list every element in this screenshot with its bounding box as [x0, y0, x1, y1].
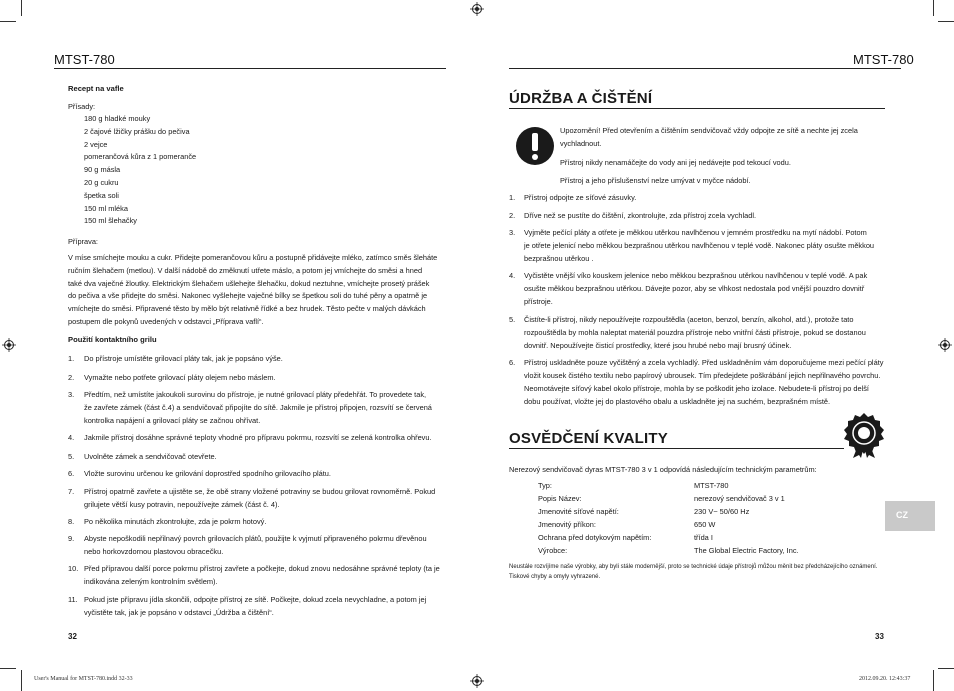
step-line: bezprašnou utěrkou .: [524, 254, 594, 263]
prep-line: také dva vaječné žloutky. Elektrickým šlehačem ušlehejte šlehačku, dokud neztuhne, vmíchejte prosetý prášek: [68, 278, 430, 288]
ingredient-item: špetka soli: [84, 190, 119, 200]
language-tab: [885, 501, 935, 531]
step-line: Přístroj odpojte ze síťové zásuvky.: [524, 193, 637, 202]
spec-key: Výrobce:: [538, 546, 568, 555]
footnote-line: Neustále rozvíjíme naše výrobky, aby byli stále modernější, proto se technické údaje přístrojů můžou měnit bez předcházejícího oznámení.: [509, 564, 878, 570]
step-line: Neomotávejte síťový kabel okolo přístroje, mohla by se poškodit jeho izolace. Nebudete-li přístroj po delší: [524, 384, 869, 393]
step-number: 6.: [68, 469, 75, 478]
section-rule: [509, 448, 844, 449]
prep-label: Příprava:: [68, 237, 98, 246]
spec-value: MTST-780: [694, 481, 729, 490]
ingredient-item: 2 čajové lžičky prášku do pečiva: [84, 126, 190, 136]
spec-row: [538, 494, 799, 507]
step-line: Předtím, než umístíte jakoukoli surovinu do přístroje, je nutné grilovací pláty předehřát. To provedete tak,: [84, 390, 427, 399]
crop-mark: [933, 0, 934, 16]
step-line: je otřete jelenicí nebo měkkou bezprašnou utěrkou navlhčenou v teplé vodě. Nakonec pláty osušte měkkou: [524, 241, 875, 250]
step-number: 1.: [509, 193, 516, 202]
ingredient-item: 20 g cukru: [84, 177, 119, 187]
step-line: Vymažte nebo potřete grilovací pláty olejem nebo máslem.: [84, 373, 276, 382]
step-line: osušte měkkou bezprašnou utěrkou. Dávejte pozor, aby se vlhkost nedostala pod vnější pouzdro dovnitř: [524, 284, 865, 293]
prep-line: V míse smíchejte mouku a cukr. Přidejte pomerančovou kůru a postupně přidávejte mléko, zatímco směs šleháte: [68, 253, 438, 262]
spec-value: The Global Electric Factory, Inc.: [694, 546, 799, 555]
step-line: Vyjměte pečící pláty a otřete je měkkou utěrkou navlhčenou v jemném prostředku na mytí nádobí. Potom: [524, 228, 867, 237]
ingredient-item: 90 g másla: [84, 165, 121, 175]
step-line: Do přístroje umístěte grilovací pláty tak, jak je popsáno výše.: [84, 354, 283, 363]
step-line: přístroje.: [524, 297, 553, 306]
step-number: 4.: [68, 433, 75, 442]
step-line: kontrolka napájení a grilovací pláty se začnou ohřívat.: [84, 416, 261, 425]
header-rule-right: [509, 68, 901, 69]
step-number: 9.: [68, 534, 75, 543]
warning-no-dishwasher: Přístroj a jeho příslušenství nelze umývat v myčce nádobí.: [560, 176, 751, 185]
prep-line: vmíchejte do směsi. Připravené těsto by mělo být relativně řídké a bez hrudek. Těsto pečte v malých dávkách: [68, 304, 426, 314]
page-number-right: 33: [875, 632, 884, 641]
prep-line: do pečiva a vše přidejte do směsi. Nakonec vyšlehejte vaječné bílky se špetkou soli do tuhé pěny a opatrně je: [68, 291, 428, 301]
footnote-line: Tiskové chyby a omyly vyhrazené.: [509, 573, 601, 580]
spec-row: [538, 520, 799, 533]
spec-row: [538, 481, 799, 494]
spec-value: 650 W: [694, 520, 716, 529]
spec-value: nerezový sendvičovač 3 v 1: [694, 494, 785, 503]
quality-seal-icon: [843, 412, 885, 458]
step-number: 6.: [509, 358, 516, 367]
step-number: 3.: [509, 228, 516, 237]
crop-mark: [933, 670, 934, 691]
prep-line: postupem dle pokynů uvedených v odstavci „Příprava vaflí“.: [68, 316, 264, 326]
crop-mark: [0, 21, 16, 22]
crop-mark: [938, 21, 954, 22]
step-line: Jakmile přístroj dosáhne správné teploty vhodné pro přípravu pokrmu, rozsvítí se zelená kontrolka ohřevu.: [84, 433, 432, 442]
step-number: 8.: [68, 517, 75, 526]
prep-line: ručním šlehačem (metlou). V další nádobě do změknutí utřete máslo, a potom jej vmíchejte do směsi a hned: [68, 265, 423, 275]
spec-row: [538, 546, 799, 559]
model-header-left: MTST-780: [54, 52, 115, 67]
section-rule: [509, 108, 885, 109]
step-number: 5.: [509, 315, 516, 324]
spec-table: [538, 481, 799, 559]
recipe-title: Recept na vafle: [68, 84, 124, 93]
section-title-quality: OSVĚDČENÍ KVALITY: [509, 430, 668, 447]
step-number: 11.: [68, 595, 78, 604]
step-line: Přístroj opatrně zavřete a ujistěte se, že obě strany vložené potraviny se budou grilovat rovnoměrně. Pokud: [84, 487, 436, 496]
step-line: Dříve než se pustíte do čištění, zkontrolujte, zda přístroj zcela vychladl.: [524, 211, 757, 220]
spec-row: [538, 507, 799, 520]
step-line: indikována zeleným kontrolním světlem).: [84, 577, 218, 586]
ingredient-item: 2 vejce: [84, 139, 108, 149]
step-number: 2.: [509, 211, 516, 220]
spec-value: 230 V~ 50/60 Hz: [694, 507, 750, 516]
spec-key: Typ:: [538, 481, 552, 490]
registration-mark-icon: [470, 674, 484, 688]
language-tab-label: CZ: [896, 510, 908, 520]
step-number: 4.: [509, 271, 516, 280]
step-number: 3.: [68, 390, 75, 399]
step-line: Přístroj uskladněte pouze vyčištěný a zcela vychladlý. Před uskladněním vám doporučujeme mezi pečící pláty: [524, 358, 884, 367]
crop-mark: [21, 0, 22, 16]
warning-line: vychladnout.: [560, 138, 602, 148]
step-line: nebo horkovzdornou plastovou obracečku.: [84, 547, 224, 556]
usage-title: Použití kontaktního grilu: [68, 335, 157, 344]
warning-exclamation-icon: [515, 126, 555, 166]
step-number: 7.: [68, 487, 75, 496]
step-line: Před přípravou další porce pokrmu přístroj zavřete a počkejte, dokud znovu nedosáhne správné teploty (ta je: [84, 564, 440, 573]
step-number: 1.: [68, 354, 75, 363]
header-rule-left: [54, 68, 446, 69]
ingredients-label: Přísady:: [68, 102, 96, 111]
step-line: rozpouštědla by mohla naleptat materiál pouzdra přístroje nebo vnitřní části přístroje, pokud se dostanou: [524, 328, 866, 337]
step-line: že zavřete zámek (část č.4) a sendvičovač připojíte do sítě. Jakmile je přístroj připojen, rozsvítí se červená: [84, 403, 432, 412]
spec-row: [538, 533, 799, 546]
step-line: Abyste nepoškodili nepřilnavý povrch grilovacích plátů, použijte k vyjmutí připraveného pokrmu dřevěnou: [84, 534, 427, 543]
step-line: grilujete větší kusy potravin, nepoužívejte zámek (část č. 4).: [84, 500, 280, 509]
step-number: 5.: [68, 452, 75, 461]
spec-key: Jmenovité síťové napětí:: [538, 507, 619, 516]
quality-intro: Nerezový sendvičovač dyras MTST-780 3 v 1 odpovídá následujícím technickým parametrům:: [509, 465, 817, 474]
step-line: Vyčistěte vnější víko kouskem jelenice nebo měkkou bezprašnou utěrkou navlhčenou v teplé vodě. A pak: [524, 271, 868, 280]
registration-mark-icon: [470, 2, 484, 16]
crop-mark: [0, 668, 16, 669]
spec-key: Jmenovitý příkon:: [538, 520, 596, 529]
footnote: [509, 563, 889, 582]
step-line: Pokud jste přípravu jídla skončili, odpojte přístroj ze sítě. Počkejte, dokud zcela nevychladne, a potom jej: [84, 595, 427, 604]
model-header-right: MTST-780: [853, 52, 914, 67]
page-number-left: 32: [68, 632, 77, 641]
step-line: Po několika minutách zkontrolujte, zda je pokrm hotový.: [84, 517, 267, 526]
step-number: 2.: [68, 373, 75, 382]
spec-key: Popis Název:: [538, 494, 582, 503]
ingredients-list: [84, 113, 384, 228]
step-line: Čistíte-li přístroj, nikdy nepoužívejte rozpouštědla (aceton, benzol, benzín, alkohol, atd.), protože tato: [524, 315, 854, 324]
registration-mark-icon: [938, 338, 952, 352]
step-line: vyčistěte tak, jak je popsáno v odstavci „Údržba a čištění“.: [84, 608, 274, 617]
crop-mark: [21, 670, 22, 691]
step-number: 10.: [68, 564, 79, 573]
section-title-maintenance: ÚDRŽBA A ČIŠTĚNÍ: [509, 90, 653, 107]
step-line: vložit kousek čistého textilu nebo papírový ubrousek. Tím předejdete poškrábání jejich nepřilnavého povrchu.: [524, 371, 881, 380]
step-line: Uvolněte zámek a sendvičovač otevřete.: [84, 452, 217, 461]
step-line: dobu používat, vložte jej do plastového obalu a uskladněte jej na suchém, bezprašném místě.: [524, 397, 831, 406]
ingredient-item: 180 g hladké mouky: [84, 114, 151, 123]
ingredient-item: pomerančová kůra z 1 pomeranče: [84, 152, 197, 162]
footer-timestamp: 2012.09.20. 12:43:37: [859, 676, 911, 682]
warning-text: [560, 125, 890, 151]
footer-filename: User's Manual for MTST-780.indd 32-33: [34, 676, 133, 682]
ingredient-item: 150 ml mléka: [84, 203, 128, 213]
warning-line: Upozornění! Před otevřením a čištěním sendvičovač vždy odpojte ze sítě a nechte jej zcela: [560, 126, 858, 135]
crop-mark: [938, 668, 954, 669]
step-line: Vložte surovinu určenou ke grilování doprostřed spodního grilovacího plátu.: [84, 469, 331, 478]
warning-no-water: Přístroj nikdy nenamáčejte do vody ani jej nedávejte pod tekoucí vodu.: [560, 158, 791, 167]
prep-paragraph: [68, 252, 448, 329]
registration-mark-icon: [2, 338, 16, 352]
spec-key: Ochrana před dotykovým napětím:: [538, 533, 652, 542]
spec-value: třída I: [694, 533, 713, 542]
step-line: dovnitř. Nepoužívejte čisticí prostředky, které jsou hrubé nebo mají brusný účinek.: [524, 341, 792, 350]
ingredient-item: 150 ml šlehačky: [84, 216, 137, 226]
